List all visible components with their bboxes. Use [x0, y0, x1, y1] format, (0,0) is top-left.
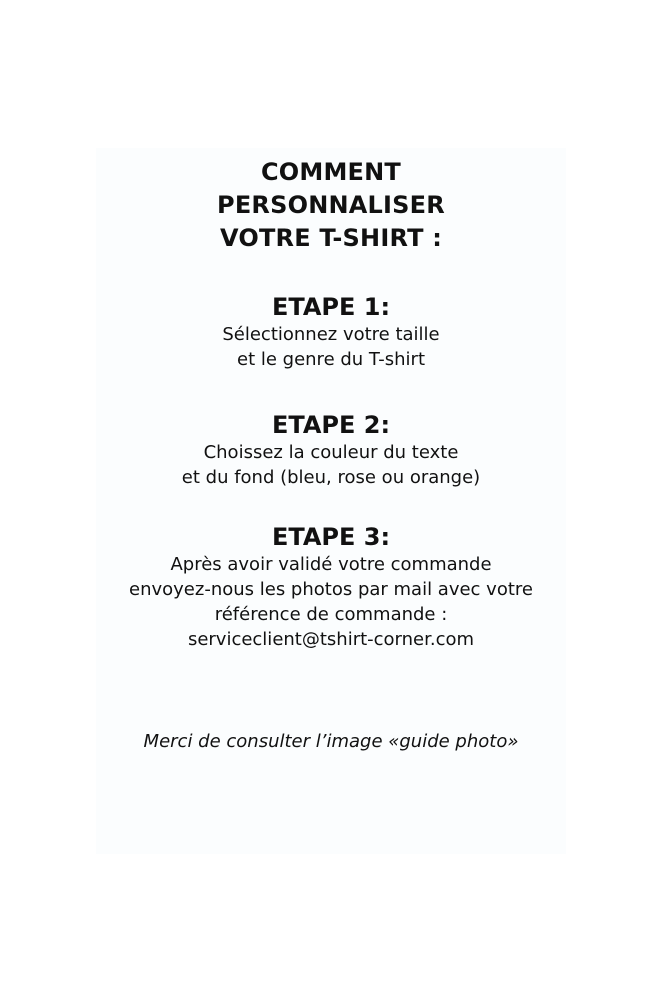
- step-3: [96, 522, 566, 652]
- step-line: et du fond (bleu, rose ou orange): [181, 467, 481, 488]
- step-description: [96, 322, 566, 372]
- step-description: [96, 552, 566, 652]
- step-line: Choissez la couleur du texte: [203, 442, 459, 463]
- step-title: ETAPE 2:: [271, 411, 391, 439]
- contact-email: serviceclient@tshirt-corner.com: [187, 629, 475, 650]
- title-line: PERSONNALISER: [217, 191, 445, 219]
- step-line: Après avoir validé votre commande: [170, 554, 492, 575]
- instructions-panel: [96, 148, 566, 854]
- step-title: ETAPE 3:: [271, 523, 391, 551]
- step-line: référence de commande :: [214, 604, 448, 625]
- step-line: et le genre du T-shirt: [237, 349, 425, 370]
- title-line: COMMENT: [260, 158, 402, 186]
- guide-photo-note: Merci de consulter l’image «guide photo»: [143, 731, 519, 752]
- step-line: Sélectionnez votre taille: [222, 324, 440, 345]
- step-2: [96, 410, 566, 490]
- step-1: [96, 292, 566, 372]
- step-title: ETAPE 1:: [271, 293, 391, 321]
- title-line: VOTRE T-SHIRT :: [220, 224, 442, 252]
- step-description: [96, 440, 566, 490]
- step-line: envoyez-nous les photos par mail avec votre: [129, 579, 533, 600]
- page-title: [96, 156, 566, 255]
